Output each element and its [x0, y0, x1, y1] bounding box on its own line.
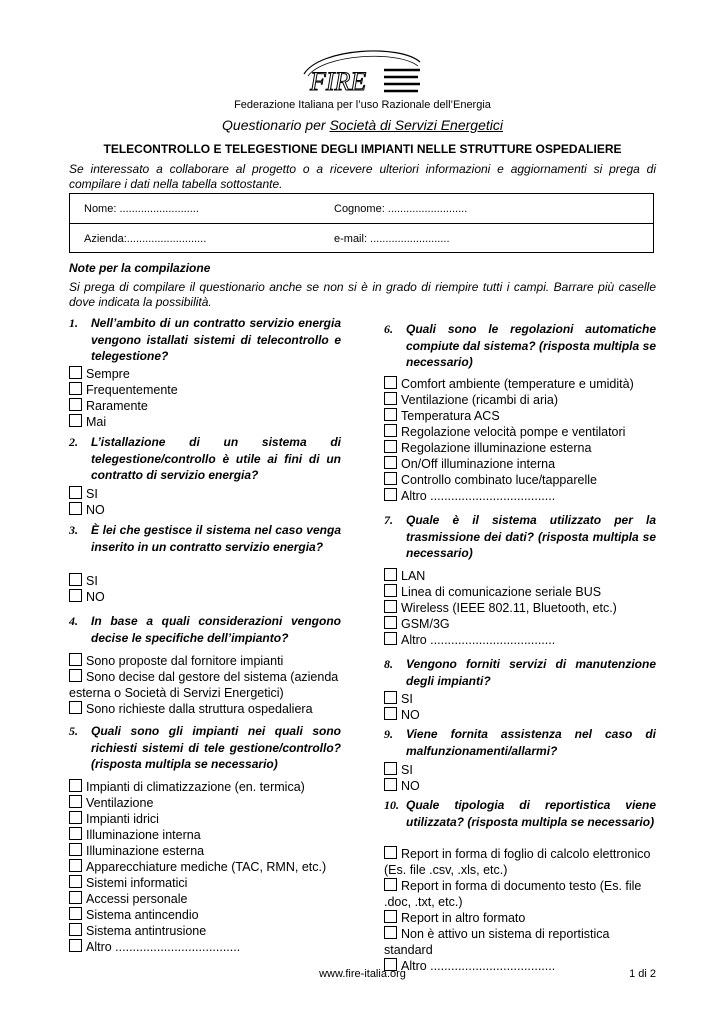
q5-options — [69, 779, 326, 955]
checkbox-option[interactable]: Impianti di climatizzazione (en. termica) — [69, 779, 326, 795]
checkbox-option[interactable]: Sempre — [69, 366, 178, 382]
page-subtitle: TELECONTROLLO E TELEGESTIONE DEGLI IMPIANTI NELLE STRUTTURE OSPEDALIERE — [103, 142, 622, 156]
checkbox[interactable] — [69, 907, 82, 920]
checkbox-option[interactable]: Illuminazione interna — [69, 827, 326, 843]
checkbox[interactable] — [384, 926, 397, 939]
notes-heading: Note per la compilazione — [69, 261, 211, 275]
question-5: 5. Quali sono gli impianti nei quali sono richiesti sistemi di tele gestione/controllo? (risposta multipla se necessario) — [69, 724, 341, 771]
email-field[interactable]: e-mail: .......................... — [334, 233, 450, 245]
checkbox-option[interactable]: Sistemi informatici — [69, 875, 326, 891]
checkbox-option[interactable]: NO — [69, 589, 105, 605]
azienda-field[interactable]: Azienda:.......................... — [84, 233, 207, 245]
checkbox[interactable] — [69, 669, 82, 682]
checkbox[interactable] — [384, 456, 397, 469]
checkbox-option[interactable]: SI — [384, 691, 420, 707]
question-6: 6. Quali sono le regolazioni automatiche compiute dal sistema? (risposta multipla se necessario) — [384, 322, 656, 369]
checkbox-option[interactable]: Regolazione velocità pompe e ventilatori — [384, 424, 634, 440]
checkbox-option[interactable]: GSM/3G — [384, 616, 617, 632]
checkbox-option[interactable]: Sistema antincendio — [69, 907, 326, 923]
checkbox[interactable] — [384, 568, 397, 581]
federation-name: Federazione Italiana per l’uso Razionale dell’Energia — [234, 99, 491, 111]
checkbox-option[interactable]: Temperatura ACS — [384, 408, 634, 424]
checkbox-option[interactable]: Ventilazione (ricambi di aria) — [384, 392, 634, 408]
checkbox[interactable] — [69, 382, 82, 395]
checkbox-option[interactable]: Sono proposte dal fornitore impianti — [69, 653, 341, 669]
q8-options — [384, 691, 420, 723]
checkbox[interactable] — [384, 408, 397, 421]
nome-field[interactable]: Nome: .......................... — [84, 203, 199, 215]
checkbox[interactable] — [384, 691, 397, 704]
q3-options — [69, 573, 105, 605]
checkbox-option[interactable]: Report in altro formato — [384, 910, 656, 926]
question-10: 10. Quale tipologia di reportistica viene utilizzata? (risposta multipla se necessario) — [384, 798, 656, 829]
question-8: 8. Vengono forniti servizi di manutenzione degli impianti? — [384, 657, 656, 688]
checkbox[interactable] — [69, 366, 82, 379]
checkbox[interactable] — [384, 424, 397, 437]
checkbox-option[interactable]: Non è attivo un sistema di reportistica standard — [384, 927, 610, 957]
checkbox[interactable] — [69, 779, 82, 792]
page-number: 1 di 2 — [629, 968, 656, 980]
checkbox[interactable] — [384, 488, 397, 501]
question-2: 2. L’istallazione di un sistema di telegestione/controllo è utile ai fini di un contratto di servizio energia? — [69, 435, 341, 482]
checkbox[interactable] — [69, 398, 82, 411]
q6-options — [384, 376, 634, 504]
question-3: 3. È lei che gestisce il sistema nel caso venga inserito in un contratto servizio energia? — [69, 523, 341, 554]
footer-url: www.fire-italia.org — [319, 968, 406, 980]
checkbox-option[interactable]: SI — [384, 762, 420, 778]
checkbox-option[interactable]: On/Off illuminazione interna — [384, 456, 634, 472]
checkbox-option[interactable]: Sono decise dal gestore del sistema (azienda esterna o Società di Servizi Energetici) — [69, 670, 339, 700]
checkbox[interactable] — [69, 502, 82, 515]
checkbox[interactable] — [69, 589, 82, 602]
checkbox[interactable] — [69, 486, 82, 499]
checkbox-option[interactable]: Raramente — [69, 398, 178, 414]
checkbox[interactable] — [69, 573, 82, 586]
question-7: 7. Quale è il sistema utilizzato per la trasmissione dei dati? (risposta multipla se necessario) — [384, 513, 656, 560]
checkbox[interactable] — [69, 923, 82, 936]
fire-logo — [300, 44, 424, 96]
checkbox[interactable] — [69, 939, 82, 952]
checkbox-option[interactable]: Wireless (IEEE 802.11, Bluetooth, etc.) — [384, 600, 617, 616]
contact-form — [69, 193, 654, 253]
checkbox[interactable] — [384, 707, 397, 720]
checkbox[interactable] — [384, 472, 397, 485]
checkbox[interactable] — [69, 891, 82, 904]
page-title: Questionario per Società di Servizi Energetici — [222, 117, 503, 133]
checkbox[interactable] — [69, 653, 82, 666]
q9-options — [384, 762, 420, 794]
checkbox[interactable] — [69, 414, 82, 427]
checkbox[interactable] — [384, 584, 397, 597]
checkbox[interactable] — [384, 600, 397, 613]
checkbox-option[interactable]: Impianti idrici — [69, 811, 326, 827]
checkbox-option[interactable]: SI — [69, 573, 105, 589]
checkbox-option[interactable]: Mai — [69, 414, 178, 430]
checkbox-option[interactable]: Linea di comunicazione seriale BUS — [384, 584, 617, 600]
checkbox[interactable] — [384, 762, 397, 775]
checkbox[interactable] — [384, 778, 397, 791]
checkbox-option[interactable]: Report in forma di foglio di calcolo elettronico (Es. file .csv, .xls, etc.) — [384, 847, 651, 877]
notes-text: Si prega di compilare il questionario anche se non si è in grado di riempire tutti i campi. Barrare più caselle dove indicata la possibilità. — [69, 280, 656, 309]
checkbox-option[interactable]: Altro .................................... — [69, 939, 326, 955]
checkbox-option[interactable]: Comfort ambiente (temperature e umidità) — [384, 376, 634, 392]
checkbox[interactable] — [384, 392, 397, 405]
checkbox[interactable] — [384, 616, 397, 629]
intro-text: Se interessato a collaborare al progetto o a ricevere ulteriori informazioni e aggiornamenti si prega di compilare i dati nella tabella sottostante. — [69, 162, 656, 191]
checkbox[interactable] — [384, 376, 397, 389]
checkbox[interactable] — [384, 632, 397, 645]
checkbox-option[interactable]: Controllo combinato luce/tapparelle — [384, 472, 634, 488]
checkbox-option[interactable]: Regolazione illuminazione esterna — [384, 440, 634, 456]
checkbox-option[interactable]: Frequentemente — [69, 382, 178, 398]
question-1: 1. Nell’ambito di un contratto servizio energia vengono istallati sistemi di telecontrollo e telegestione? — [69, 316, 341, 363]
checkbox[interactable] — [384, 910, 397, 923]
checkbox[interactable] — [384, 878, 397, 891]
question-9: 9. Viene fornita assistenza nel caso di malfunzionamenti/allarmi? — [384, 727, 656, 758]
checkbox-option[interactable]: Report in forma di documento testo (Es. file .doc, .txt, etc.) — [384, 879, 642, 909]
checkbox-option[interactable]: NO — [384, 707, 420, 723]
checkbox[interactable] — [384, 846, 397, 859]
checkbox-option[interactable]: LAN — [384, 568, 617, 584]
svg-text:FIRE: FIRE — [310, 67, 367, 96]
checkbox-option[interactable]: Illuminazione esterna — [69, 843, 326, 859]
checkbox-option[interactable]: Altro .................................... — [384, 958, 656, 974]
checkbox-option[interactable]: Accessi personale — [69, 891, 326, 907]
q7-options — [384, 568, 617, 648]
cognome-field[interactable]: Cognome: .......................... — [334, 203, 468, 215]
checkbox[interactable] — [384, 440, 397, 453]
checkbox[interactable] — [69, 701, 82, 714]
checkbox[interactable] — [69, 859, 82, 872]
q10-options — [384, 846, 656, 974]
checkbox-option[interactable]: Ventilazione — [69, 795, 326, 811]
checkbox-option[interactable]: Sistema antintrusione — [69, 923, 326, 939]
checkbox[interactable] — [69, 795, 82, 808]
checkbox[interactable] — [69, 843, 82, 856]
checkbox[interactable] — [69, 811, 82, 824]
checkbox[interactable] — [69, 875, 82, 888]
checkbox-option[interactable]: Apparecchiature mediche (TAC, RMN, etc.) — [69, 859, 326, 875]
q1-options — [69, 366, 178, 430]
checkbox-option[interactable]: NO — [69, 502, 105, 518]
checkbox-option[interactable]: Altro .................................... — [384, 488, 634, 504]
q2-options — [69, 486, 105, 518]
checkbox-option[interactable]: Altro .................................... — [384, 632, 617, 648]
checkbox-option[interactable]: NO — [384, 778, 420, 794]
question-4: 4. In base a quali considerazioni vengono decise le specifiche dell’impianto? — [69, 614, 341, 645]
checkbox[interactable] — [69, 827, 82, 840]
q4-options — [69, 653, 341, 717]
checkbox-option[interactable]: SI — [69, 486, 105, 502]
checkbox-option[interactable]: Sono richieste dalla struttura ospedaliera — [69, 701, 341, 717]
